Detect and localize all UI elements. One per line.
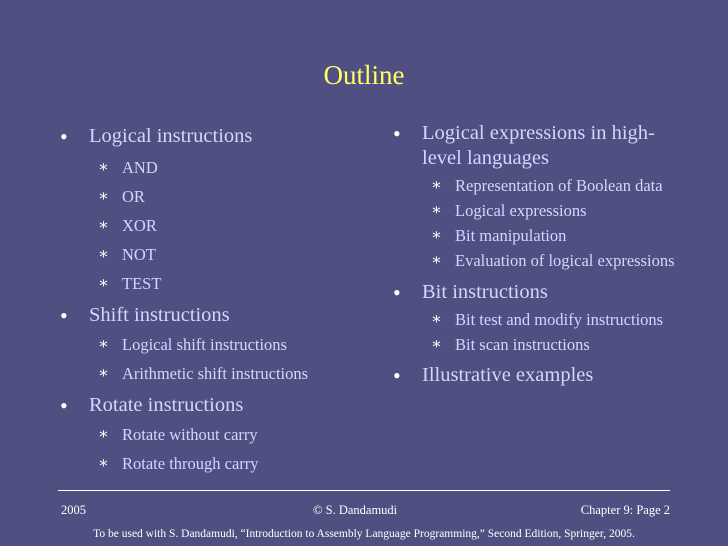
slide-title: Outline [323,60,405,90]
sub-bullet-bit-scan: ∗ Bit scan instructions [393,334,693,355]
sub-bullet-rotate-without-carry: ∗ Rotate without carry [60,424,380,445]
sub-bullet-arithmetic-shift: ∗ Arithmetic shift instructions [60,363,380,384]
footer-author: © S. Dandamudi [313,503,398,517]
sub-bullet-and: ∗ AND [60,157,380,178]
sub-bullet-test: ∗ TEST [60,273,380,294]
sub-bullet-bit-test-modify: ∗ Bit test and modify instructions [393,309,693,330]
left-column [60,124,380,474]
sub-bullet-or: ∗ OR [60,186,380,207]
right-column [393,121,693,388]
sub-bullet-logical-shift: ∗ Logical shift instructions [60,334,380,355]
footer-divider [58,490,670,491]
sub-bullet-evaluation: ∗ Evaluation of logical expressions [393,250,693,271]
sub-bullet-xor: ∗ XOR [60,215,380,236]
bullet-rotate-instructions: • Rotate instructions [60,393,380,418]
sub-bullet-not: ∗ NOT [60,244,380,265]
bullet-shift-instructions: • Shift instructions [60,303,380,328]
bullet-logical-expressions-hll: • Logical expressions in high-level languages [393,121,693,171]
sub-bullet-rotate-through-carry: ∗ Rotate through carry [60,453,380,474]
footer-year: 2005 [61,503,86,517]
footer-chapter: Chapter 9: Page 2 [580,503,670,517]
sub-bullet-logical-expressions: ∗ Logical expressions [393,200,693,221]
footer-note: To be used with S. Dandamudi, “Introduction to Assembly Language Programming,” Second Edition, Springer, 2005. [93,528,635,540]
sub-bullet-bit-manipulation: ∗ Bit manipulation [393,225,693,246]
bullet-bit-instructions: • Bit instructions [393,280,693,305]
bullet-logical-instructions: • Logical instructions [60,124,380,149]
bullet-illustrative-examples: • Illustrative examples [393,363,693,388]
sub-bullet-boolean-representation: ∗ Representation of Boolean data [393,175,693,196]
